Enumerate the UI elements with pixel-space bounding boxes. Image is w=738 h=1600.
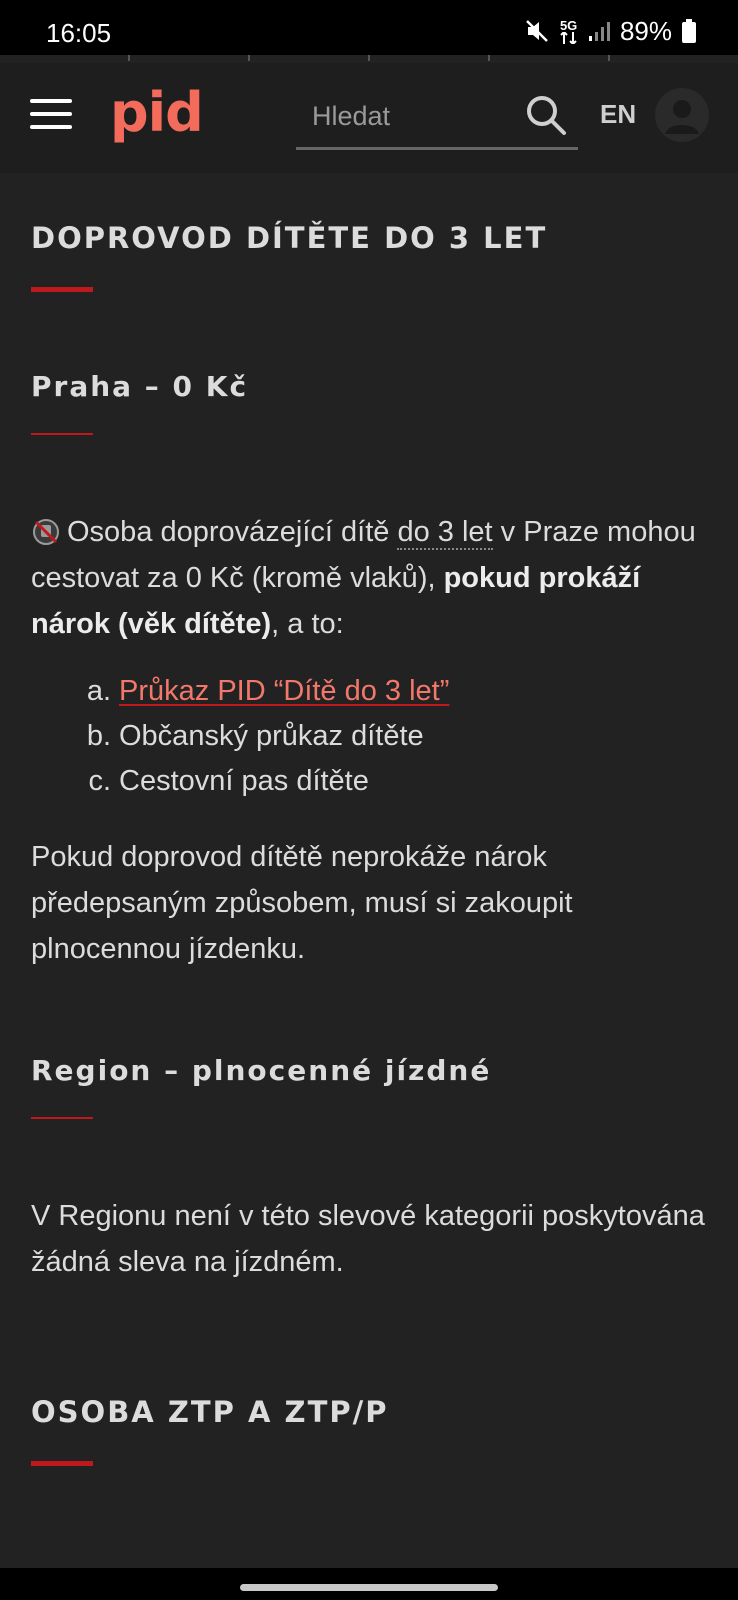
section-title: OSOBA ZTP A ZTP/P: [31, 1395, 389, 1429]
list-marker: a.: [86, 675, 111, 707]
text-part: v Praze mohou cestovat za 0 Kč (kromě vlaků),: [31, 516, 696, 594]
search-input[interactable]: [310, 95, 514, 137]
language-switch[interactable]: EN: [600, 99, 637, 129]
subsection-title: Praha – 0 Kč: [31, 370, 249, 403]
user-avatar-icon[interactable]: [655, 88, 709, 142]
bold-text: pokud prokáží nárok (věk dítěte): [31, 562, 641, 640]
list-text: Cestovní pas dítěte: [119, 765, 369, 797]
paragraph-full-fare: Pokud doprovod dítětě neprokáže nárok předepsaným způsobem, musí si zakoupit plnocennou jízdenku.: [31, 841, 573, 965]
paragraph-region: V Regionu není v této slevové kategorii poskytována žádná sleva na jízdném.: [31, 1200, 705, 1278]
battery-percent: 89%: [619, 15, 672, 46]
status-bar: [0, 0, 738, 55]
section-divider: [31, 1461, 93, 1466]
status-time: 16:05: [46, 18, 112, 48]
site-header: [0, 63, 738, 173]
home-gesture-handle[interactable]: [240, 1584, 498, 1591]
signal-icon: [588, 20, 610, 42]
text-part: Osoba doprovázející dítě: [67, 516, 398, 548]
no-train-icon: [31, 515, 61, 545]
system-nav-bar: [0, 1568, 738, 1600]
network-label: 5G: [559, 17, 578, 33]
pid-logo[interactable]: pid: [110, 81, 203, 144]
paragraph-discount: [31, 509, 711, 647]
status-icons: [524, 16, 696, 46]
list-item: [77, 759, 711, 804]
list-marker: c.: [88, 765, 111, 797]
mute-icon: [524, 18, 550, 44]
text-part: , a to:: [271, 608, 344, 640]
subsection-title: Region – plnocenné jízdné: [31, 1054, 492, 1087]
search-box: [296, 89, 578, 150]
list-item: [77, 669, 711, 714]
age-term[interactable]: do 3 let: [397, 516, 493, 548]
menu-icon[interactable]: [30, 99, 72, 131]
battery-icon: [682, 19, 696, 43]
pid-card-link[interactable]: Průkaz PID “Dítě do 3 let”: [119, 675, 450, 707]
search-icon[interactable]: [524, 93, 568, 137]
list-marker: b.: [86, 720, 111, 752]
proof-list: [31, 669, 711, 804]
list-text: Občanský průkaz dítěte: [119, 720, 424, 752]
section-title: DOPROVOD DÍTĚTE DO 3 LET: [31, 221, 548, 255]
network-5g-icon: [560, 19, 578, 44]
main-content: [31, 173, 711, 1466]
list-item: [77, 714, 711, 759]
